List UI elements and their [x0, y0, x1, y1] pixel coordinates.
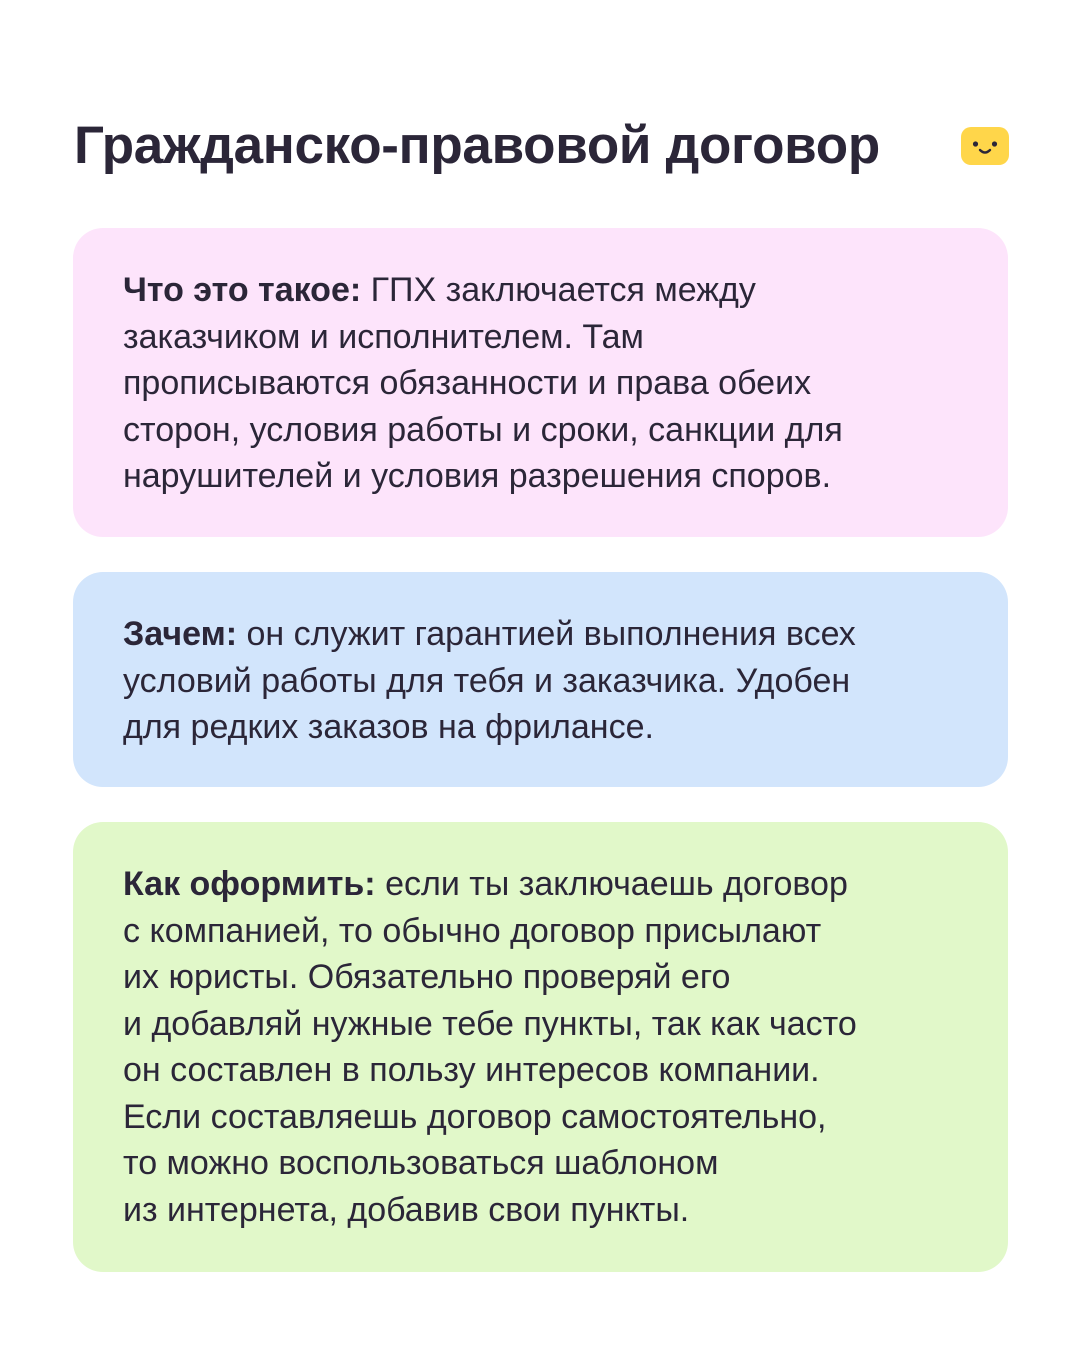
card-line — [123, 861, 972, 908]
card-line: то можно воспользоваться шаблоном — [123, 1144, 719, 1182]
card-line: прописываются обязанности и права обеих — [123, 364, 812, 402]
card-line: и добавляй нужные тебе пункты, так как часто — [123, 1004, 857, 1043]
card-label-why: Зачем: — [123, 615, 238, 653]
card-line: для редких заказов на фрилансе. — [123, 708, 654, 746]
card-line-text: ГПХ заключается между — [361, 271, 756, 309]
card-line-text: если ты заключаешь договор — [375, 865, 848, 903]
smiley-face-icon — [961, 127, 1009, 165]
info-card-how — [73, 822, 1008, 1272]
card-line — [123, 611, 972, 658]
page-title: Гражданско-правовой договор — [74, 116, 880, 175]
card-what-text — [123, 267, 972, 500]
card-line: сторон, условия работы и сроки, санкции для — [123, 410, 843, 449]
card-line-text: он служит гарантией выполнения всех — [237, 615, 856, 653]
card-why-text — [123, 611, 972, 751]
info-card-what — [73, 228, 1008, 537]
card-line: нарушителей и условия разрешения споров. — [123, 457, 832, 495]
card-label-how: Как оформить: — [123, 865, 376, 903]
card-how-text — [123, 861, 972, 1233]
card-label-what: Что это такое: — [123, 271, 362, 309]
card-line — [123, 267, 972, 314]
card-line: Если составляешь договор самостоятельно, — [123, 1097, 827, 1136]
card-line: он составлен в пользу интересов компании. — [123, 1051, 820, 1089]
card-line: условий работы для тебя и заказчика. Удобен — [123, 661, 851, 700]
card-line: из интернета, добавив свои пункты. — [123, 1190, 690, 1229]
card-line: заказчиком и исполнителем. Там — [123, 317, 644, 356]
card-line: с компанией, то обычно договор присылают — [123, 911, 822, 950]
info-card-why — [73, 572, 1008, 787]
card-line: их юристы. Обязательно проверяй его — [123, 958, 731, 996]
